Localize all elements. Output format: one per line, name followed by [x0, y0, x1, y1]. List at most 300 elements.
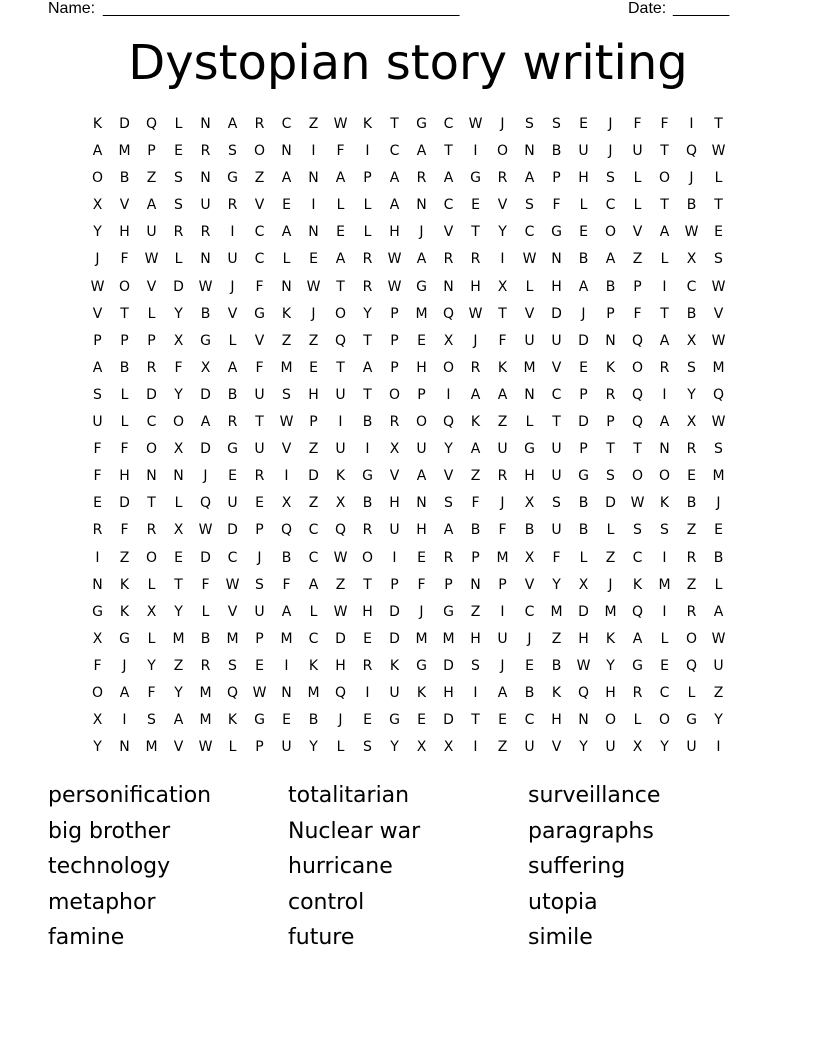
grid-letter: Q [442, 305, 455, 322]
grid-letter: U [254, 441, 265, 458]
grid-letter: V [443, 224, 454, 241]
grid-letter: Z [254, 170, 265, 187]
grid-letter: C [308, 549, 319, 566]
grid-letter: H [362, 603, 373, 620]
grid-letter: A [146, 197, 157, 214]
grid-letter: Q [712, 386, 725, 403]
grid-letter: J [122, 657, 127, 674]
grid-letter: N [173, 468, 184, 485]
grid-letter: F [633, 116, 642, 132]
grid-letter: B [524, 684, 535, 701]
word-list-item: hurricane [288, 854, 393, 879]
grid-letter: C [281, 116, 292, 132]
grid-letter: F [93, 441, 102, 458]
grid-letter: J [689, 170, 694, 187]
grid-letter: X [416, 739, 427, 756]
grid-letter: X [524, 495, 535, 512]
grid-letter: G [416, 116, 427, 132]
grid-letter: O [172, 414, 185, 431]
grid-letter: T [660, 305, 669, 322]
grid-letter: D [200, 441, 211, 458]
grid-letter: O [604, 712, 617, 729]
grid-letter: J [419, 603, 424, 620]
grid-letter: Y [309, 739, 318, 756]
grid-letter: E [417, 712, 426, 729]
grid-letter: D [119, 116, 130, 132]
grid-letter: K [551, 684, 562, 701]
grid-letter: V [173, 739, 184, 756]
grid-letter: L [147, 630, 156, 647]
grid-letter: R [470, 359, 481, 376]
grid-letter: I [716, 739, 721, 756]
grid-letter: Q [685, 143, 698, 160]
grid-letter: X [632, 739, 643, 756]
grid-letter: C [524, 712, 535, 729]
grid-letter: G [551, 224, 562, 241]
grid-letter: W [90, 278, 105, 295]
grid-letter: F [498, 522, 507, 539]
grid-letter: X [497, 278, 508, 295]
grid-letter: Z [470, 603, 481, 620]
word-list-item: simile [528, 925, 593, 950]
grid-letter: C [308, 522, 319, 539]
grid-letter: M [280, 630, 293, 647]
grid-letter: I [284, 657, 289, 674]
grid-letter: G [470, 170, 481, 187]
grid-letter: Q [577, 684, 590, 701]
grid-letter: N [605, 332, 616, 349]
grid-letter: K [605, 359, 616, 376]
grid-letter: L [606, 522, 615, 539]
grid-letter: G [443, 603, 454, 620]
grid-letter: X [686, 414, 697, 431]
grid-letter: S [552, 495, 561, 512]
grid-letter: O [496, 143, 509, 160]
grid-letter: I [338, 414, 343, 431]
grid-letter: W [522, 251, 537, 268]
grid-letter: A [497, 684, 508, 701]
grid-letter: G [254, 305, 265, 322]
grid-letter: V [713, 305, 724, 322]
grid-letter: F [660, 116, 669, 132]
word-search-grid [84, 111, 732, 761]
grid-letter: U [200, 197, 211, 214]
grid-letter: R [254, 116, 265, 132]
grid-letter: R [443, 549, 454, 566]
grid-letter: R [227, 414, 238, 431]
grid-letter: T [471, 712, 480, 729]
grid-letter: F [93, 657, 102, 674]
grid-letter: L [336, 197, 345, 214]
grid-letter: E [660, 657, 669, 674]
grid-letter: R [470, 251, 481, 268]
grid-letter: N [308, 170, 319, 187]
grid-letter: S [525, 116, 534, 132]
grid-letter: I [500, 603, 505, 620]
grid-letter: P [498, 576, 507, 593]
grid-letter: N [443, 278, 454, 295]
grid-letter: A [443, 522, 454, 539]
grid-letter: I [311, 197, 316, 214]
grid-letter: W [711, 414, 726, 431]
grid-letter: S [714, 251, 723, 268]
grid-letter: A [173, 712, 184, 729]
grid-letter: U [713, 657, 724, 674]
grid-letter: W [306, 278, 321, 295]
grid-letter: B [200, 305, 211, 322]
grid-letter: S [606, 170, 615, 187]
grid-letter: X [281, 495, 292, 512]
grid-letter: H [335, 657, 346, 674]
grid-letter: J [500, 116, 505, 132]
grid-letter: A [227, 116, 238, 132]
grid-letter: E [417, 332, 426, 349]
grid-letter: M [712, 468, 725, 485]
grid-letter: H [470, 278, 481, 295]
grid-letter: W [468, 116, 483, 132]
grid-letter: D [227, 522, 238, 539]
grid-letter: F [201, 576, 210, 593]
grid-letter: F [417, 576, 426, 593]
grid-letter: B [200, 630, 211, 647]
grid-letter: R [632, 684, 643, 701]
grid-letter: L [228, 739, 237, 756]
grid-letter: G [416, 278, 427, 295]
grid-letter: B [362, 414, 373, 431]
grid-letter: O [388, 386, 401, 403]
grid-letter: R [254, 468, 265, 485]
grid-letter: F [174, 359, 183, 376]
grid-letter: U [524, 739, 535, 756]
grid-letter: W [225, 576, 240, 593]
grid-letter: G [227, 441, 238, 458]
grid-letter: O [91, 170, 104, 187]
grid-letter: P [147, 143, 156, 160]
grid-letter: U [605, 739, 616, 756]
grid-letter: M [658, 576, 671, 593]
grid-letter: M [712, 359, 725, 376]
grid-letter: X [578, 576, 589, 593]
grid-letter: A [389, 197, 400, 214]
grid-letter: A [659, 332, 670, 349]
grid-letter: H [605, 684, 616, 701]
grid-letter: P [471, 549, 480, 566]
grid-letter: L [336, 739, 345, 756]
grid-letter: K [605, 630, 616, 647]
grid-letter: N [200, 251, 211, 268]
grid-letter: X [443, 332, 454, 349]
grid-letter: J [608, 116, 613, 132]
grid-letter: L [687, 684, 696, 701]
grid-letter: A [659, 224, 670, 241]
grid-letter: E [336, 224, 345, 241]
grid-letter: J [473, 332, 478, 349]
grid-letter: G [578, 468, 589, 485]
grid-letter: E [498, 712, 507, 729]
grid-letter: K [659, 495, 670, 512]
grid-letter: F [120, 441, 129, 458]
grid-letter: X [389, 441, 400, 458]
grid-letter: M [199, 684, 212, 701]
grid-letter: Z [686, 576, 697, 593]
grid-letter: X [146, 603, 157, 620]
grid-letter: I [662, 278, 667, 295]
grid-letter: T [336, 359, 345, 376]
grid-letter: U [551, 332, 562, 349]
grid-letter: E [174, 143, 183, 160]
grid-letter: Q [442, 414, 455, 431]
grid-letter: X [200, 359, 211, 376]
name-field-line[interactable]: _____________________________________________ [103, 0, 459, 17]
grid-letter: B [551, 657, 562, 674]
grid-letter: Z [308, 116, 319, 132]
grid-letter: B [119, 359, 130, 376]
grid-letter: P [120, 332, 129, 349]
grid-letter: P [363, 170, 372, 187]
grid-letter: E [471, 197, 480, 214]
grid-letter: H [578, 170, 589, 187]
grid-letter: O [604, 224, 617, 241]
grid-letter: D [389, 603, 400, 620]
grid-letter: C [254, 224, 265, 241]
grid-letter: K [227, 712, 238, 729]
grid-letter: V [389, 468, 400, 485]
grid-letter: M [442, 630, 455, 647]
grid-letter: W [279, 414, 294, 431]
grid-letter: B [524, 522, 535, 539]
grid-letter: S [633, 522, 642, 539]
grid-letter: Y [498, 224, 507, 241]
grid-letter: M [604, 603, 617, 620]
grid-letter: Z [173, 657, 184, 674]
grid-letter: Q [145, 116, 158, 132]
grid-letter: U [254, 603, 265, 620]
grid-letter: I [446, 386, 451, 403]
grid-letter: F [336, 143, 345, 160]
grid-letter: W [387, 251, 402, 268]
grid-letter: P [390, 332, 399, 349]
grid-letter: N [308, 224, 319, 241]
grid-letter: L [633, 197, 642, 214]
grid-letter: R [362, 657, 373, 674]
grid-letter: T [606, 441, 615, 458]
word-list-item: totalitarian [288, 783, 410, 808]
grid-letter: Z [713, 684, 724, 701]
grid-letter: M [307, 684, 320, 701]
grid-letter: M [199, 712, 212, 729]
grid-letter: X [443, 739, 454, 756]
grid-letter: E [714, 224, 723, 241]
grid-letter: I [284, 468, 289, 485]
grid-letter: K [362, 116, 373, 132]
grid-letter: R [227, 197, 238, 214]
grid-letter: Y [660, 739, 669, 756]
grid-letter: Z [497, 414, 508, 431]
grid-letter: S [147, 712, 156, 729]
grid-letter: U [389, 522, 400, 539]
grid-letter: W [144, 251, 159, 268]
grid-letter: W [711, 332, 726, 349]
grid-letter: G [362, 468, 373, 485]
grid-letter: Y [687, 386, 696, 403]
grid-letter: W [252, 684, 267, 701]
grid-letter: C [605, 197, 616, 214]
grid-letter: K [416, 684, 427, 701]
grid-letter: X [335, 495, 346, 512]
grid-letter: N [200, 116, 211, 132]
grid-letter: B [281, 549, 292, 566]
grid-letter: L [120, 414, 129, 431]
grid-letter: X [524, 549, 535, 566]
grid-letter: R [443, 251, 454, 268]
grid-letter: W [198, 278, 213, 295]
grid-letter: W [333, 603, 348, 620]
grid-letter: E [579, 359, 588, 376]
grid-letter: B [578, 495, 589, 512]
word-list-item: famine [48, 925, 125, 950]
grid-letter: F [498, 332, 507, 349]
grid-letter: I [473, 739, 478, 756]
grid-letter: J [311, 305, 316, 322]
grid-letter: S [93, 386, 102, 403]
grid-letter: U [632, 143, 643, 160]
grid-letter: I [392, 549, 397, 566]
grid-letter: O [658, 468, 671, 485]
grid-letter: D [578, 414, 589, 431]
grid-letter: A [335, 251, 346, 268]
grid-letter: X [173, 441, 184, 458]
grid-letter: E [282, 197, 291, 214]
grid-letter: N [578, 712, 589, 729]
grid-letter: G [524, 441, 535, 458]
grid-letter: C [443, 116, 454, 132]
grid-letter: M [145, 739, 158, 756]
grid-letter: Y [363, 305, 372, 322]
grid-letter: V [524, 305, 535, 322]
grid-letter: M [523, 359, 536, 376]
grid-letter: D [578, 332, 589, 349]
word-list-item: paragraphs [528, 818, 654, 844]
grid-letter: G [254, 712, 265, 729]
grid-letter: P [606, 414, 615, 431]
grid-letter: T [363, 576, 372, 593]
grid-letter: D [605, 495, 616, 512]
grid-letter: J [716, 495, 721, 512]
grid-letter: R [362, 251, 373, 268]
grid-letter: J [95, 251, 100, 268]
grid-letter: Q [334, 684, 347, 701]
grid-letter: U [524, 332, 535, 349]
grid-letter: S [714, 441, 723, 458]
grid-letter: B [362, 495, 373, 512]
grid-letter: A [605, 251, 616, 268]
grid-letter: L [633, 712, 642, 729]
grid-letter: J [581, 305, 586, 322]
grid-letter: S [471, 657, 480, 674]
grid-letter: I [473, 143, 478, 160]
grid-letter: I [500, 251, 505, 268]
grid-letter: R [200, 657, 211, 674]
grid-letter: U [389, 684, 400, 701]
grid-letter: I [95, 549, 100, 566]
grid-letter: S [282, 386, 291, 403]
grid-letter: A [281, 170, 292, 187]
grid-letter: W [198, 522, 213, 539]
grid-letter: Z [146, 170, 157, 187]
grid-letter: I [230, 224, 235, 241]
grid-letter: X [173, 522, 184, 539]
grid-letter: R [200, 143, 211, 160]
grid-letter: N [281, 278, 292, 295]
grid-letter: F [552, 197, 561, 214]
grid-letter: Z [119, 549, 130, 566]
grid-letter: A [119, 684, 130, 701]
word-list-item: personification [48, 783, 212, 808]
grid-letter: R [686, 603, 697, 620]
word-list-item: future [288, 925, 355, 950]
date-field-line[interactable]: _______ [673, 0, 729, 17]
grid-letter: V [443, 468, 454, 485]
grid-letter: L [714, 170, 723, 187]
grid-letter: C [659, 684, 670, 701]
grid-letter: F [93, 468, 102, 485]
grid-letter: J [500, 495, 505, 512]
grid-letter: R [497, 170, 508, 187]
grid-letter: G [200, 332, 211, 349]
grid-letter: N [416, 197, 427, 214]
grid-letter: L [147, 305, 156, 322]
grid-letter: T [714, 116, 723, 132]
grid-letter: T [363, 386, 372, 403]
grid-letter: O [253, 143, 266, 160]
grid-letter: K [308, 657, 319, 674]
grid-letter: O [658, 712, 671, 729]
grid-letter: B [578, 522, 589, 539]
grid-letter: Y [444, 441, 453, 458]
grid-letter: L [201, 603, 210, 620]
grid-letter: A [632, 630, 643, 647]
grid-letter: C [227, 549, 238, 566]
grid-letter: A [200, 414, 211, 431]
grid-letter: E [309, 359, 318, 376]
grid-letter: M [172, 630, 185, 647]
word-list [48, 778, 768, 956]
name-label: Name: [48, 0, 96, 17]
grid-letter: Z [605, 549, 616, 566]
grid-letter: Z [497, 739, 508, 756]
grid-letter: T [660, 197, 669, 214]
grid-letter: T [552, 414, 561, 431]
grid-letter: A [308, 576, 319, 593]
grid-letter: Z [632, 251, 643, 268]
grid-letter: O [91, 684, 104, 701]
grid-letter: W [198, 739, 213, 756]
grid-letter: N [524, 386, 535, 403]
name-date-header [48, 0, 748, 20]
grid-letter: C [524, 603, 535, 620]
grid-letter: N [281, 684, 292, 701]
grid-letter: Y [174, 603, 183, 620]
grid-letter: Y [552, 576, 561, 593]
grid-letter: A [659, 414, 670, 431]
grid-letter: R [173, 224, 184, 241]
grid-letter: R [605, 386, 616, 403]
grid-letter: E [579, 224, 588, 241]
grid-letter: V [551, 359, 562, 376]
grid-letter: N [551, 251, 562, 268]
grid-letter: I [365, 143, 370, 160]
grid-letter: U [254, 386, 265, 403]
